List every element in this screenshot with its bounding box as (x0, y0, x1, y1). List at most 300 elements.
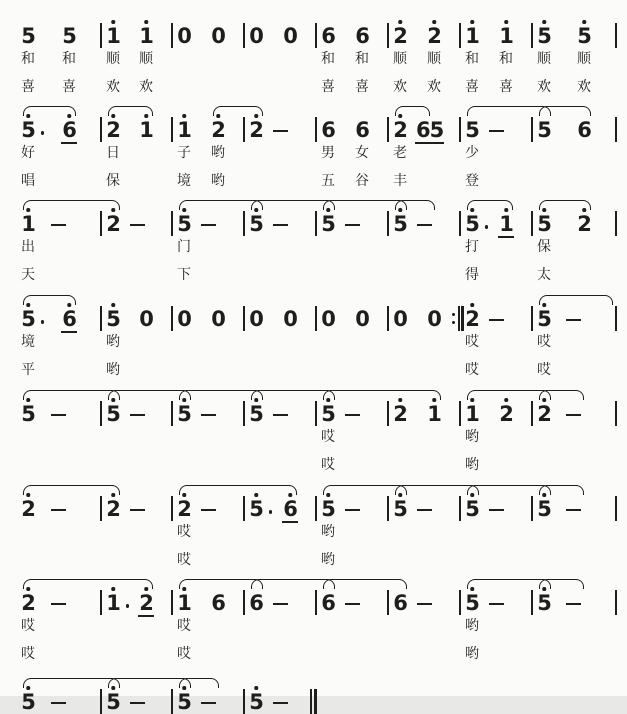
note-digit (321, 499, 335, 520)
note-value: 2 (106, 118, 120, 142)
lyric-char: 女 (355, 145, 369, 161)
note-value: 2 (393, 118, 407, 142)
note-value: 5 (321, 212, 335, 236)
lyric-char: 和 (355, 51, 369, 67)
dash-note (566, 509, 581, 511)
note-digit (177, 499, 191, 520)
note-digit (416, 120, 443, 141)
slur-arc (23, 200, 120, 210)
lyric-char: 和 (21, 51, 35, 67)
barline (387, 211, 389, 236)
note-digit (321, 26, 335, 47)
rest-note (283, 26, 297, 47)
dash-note (51, 414, 66, 416)
barline (459, 401, 461, 426)
slur-arc (179, 678, 219, 688)
note-digit (465, 404, 479, 425)
octave-dot-icon (470, 20, 474, 24)
dash-note (417, 509, 432, 511)
note-value: 1 (106, 24, 120, 48)
note-value: 6 (393, 591, 407, 615)
note-digit (62, 26, 76, 47)
note-value: 2 (106, 497, 120, 521)
lyric-char: 哟 (321, 552, 335, 568)
lyric-char: 哎 (465, 334, 479, 350)
barline (243, 117, 245, 142)
dash-note (345, 509, 360, 511)
note-digit (499, 214, 513, 235)
eighth-underline (61, 331, 77, 333)
note-value: 5 (577, 24, 591, 48)
rest-note (249, 309, 263, 330)
lyric-char: 谷 (355, 173, 369, 189)
note-digit (211, 593, 225, 614)
slur-arc (323, 579, 407, 589)
note-digit (465, 309, 479, 330)
rest-note (211, 26, 225, 47)
note-value: 0 (283, 24, 297, 48)
lyric-char: 顺 (577, 51, 591, 67)
slur-arc (539, 200, 591, 210)
slur-arc (467, 200, 513, 210)
note-digit (177, 593, 191, 614)
lyric-char: 平 (21, 362, 35, 378)
note-digit (106, 499, 120, 520)
note-digit (465, 120, 479, 141)
barline (387, 496, 389, 521)
note-digit (249, 692, 263, 713)
note-value: 2 (393, 402, 407, 426)
barline (459, 496, 461, 521)
dash-note (417, 603, 432, 605)
barline (531, 590, 533, 615)
note-value: 2 (211, 118, 225, 142)
note-digit (249, 120, 263, 141)
lyric-char: 子 (177, 145, 191, 161)
note-digit (393, 26, 407, 47)
note-digit (62, 309, 76, 330)
note-value: 2 (21, 497, 35, 521)
barline (315, 306, 317, 331)
slur-arc (539, 579, 584, 589)
octave-dot-icon (111, 303, 115, 307)
note-digit (21, 404, 35, 425)
octave-dot-icon (111, 20, 115, 24)
barline (615, 306, 617, 331)
dash-note (201, 224, 216, 226)
note-digit (139, 26, 153, 47)
dash-note (201, 414, 216, 416)
note-value: 1 (499, 24, 513, 48)
note-value: 6 (321, 591, 335, 615)
note-value: 5 (321, 402, 335, 426)
note-value: 0 (211, 307, 225, 331)
augmentation-dot-icon (41, 320, 45, 324)
barline (243, 211, 245, 236)
note-value: 5 (465, 212, 479, 236)
note-value: 5 (177, 212, 191, 236)
lyric-char: 境 (177, 173, 191, 189)
dash-note (130, 224, 145, 226)
note-value: 0 (283, 307, 297, 331)
lyric-char: 哎 (321, 429, 335, 445)
barline (100, 401, 102, 426)
note-value: 5 (537, 497, 551, 521)
note-value: 6 (321, 118, 335, 142)
dash-note (130, 414, 145, 416)
barline (100, 689, 102, 714)
barline (243, 689, 245, 714)
barline (171, 117, 173, 142)
barline (171, 306, 173, 331)
note-digit (106, 404, 120, 425)
barline (100, 496, 102, 521)
note-digit (21, 214, 35, 235)
barline (387, 590, 389, 615)
note-value: 5 (465, 118, 479, 142)
note-value: 5 (21, 307, 35, 331)
note-value: 2 (177, 497, 191, 521)
barline (459, 117, 461, 142)
note-value: 1 (427, 402, 441, 426)
repeat-dot-icon (452, 321, 455, 324)
note-digit (249, 499, 263, 520)
barline (171, 401, 173, 426)
note-digit (465, 214, 479, 235)
note-value: 5 (465, 591, 479, 615)
note-digit (465, 499, 479, 520)
barline (243, 306, 245, 331)
note-value: 65 (416, 118, 444, 142)
repeat-dot-icon (452, 313, 455, 316)
barline (615, 496, 617, 521)
barline (531, 117, 533, 142)
final-barline-thin (310, 689, 312, 714)
note-digit (577, 26, 591, 47)
octave-dot-icon (144, 20, 148, 24)
note-digit (427, 404, 441, 425)
note-value: 1 (21, 212, 35, 236)
lyric-char: 五 (321, 173, 335, 189)
slur-arc (539, 390, 584, 400)
note-digit (321, 214, 335, 235)
lyric-char: 喜 (321, 79, 335, 95)
lyric-char: 哎 (321, 457, 335, 473)
lyric-char: 喜 (21, 79, 35, 95)
eighth-underline (282, 521, 298, 523)
note-value: 6 (577, 118, 591, 142)
lyric-char: 欢 (393, 79, 407, 95)
dash-note (51, 603, 66, 605)
note-value: 5 (537, 212, 551, 236)
dash-note (51, 509, 66, 511)
repeat-barline-thin (458, 306, 460, 331)
rest-note (177, 309, 191, 330)
barline (315, 496, 317, 521)
note-digit (321, 404, 335, 425)
lyric-char: 打 (465, 239, 479, 255)
lyric-char: 欢 (139, 79, 153, 95)
lyric-char: 太 (537, 267, 551, 283)
slur-arc (395, 106, 430, 116)
note-digit (537, 120, 551, 141)
octave-dot-icon (398, 20, 402, 24)
lyric-char: 哟 (106, 362, 120, 378)
note-digit (537, 499, 551, 520)
note-digit (321, 593, 335, 614)
note-value: 2 (249, 118, 263, 142)
note-digit (106, 593, 120, 614)
note-value: 0 (355, 307, 369, 331)
dash-note (489, 319, 504, 321)
lyric-char: 哟 (465, 429, 479, 445)
lyric-char: 和 (499, 51, 513, 67)
barline (615, 23, 617, 48)
lyric-char: 男 (321, 145, 335, 161)
note-value: 6 (62, 118, 76, 142)
lyric-char: 哟 (465, 646, 479, 662)
note-value: 5 (177, 690, 191, 714)
barline (243, 496, 245, 521)
lyric-char: 门 (177, 239, 191, 255)
rest-note (355, 309, 369, 330)
note-value: 2 (577, 212, 591, 236)
lyric-char: 哟 (211, 145, 225, 161)
lyric-char: 出 (21, 239, 35, 255)
note-value: 0 (321, 307, 335, 331)
barline (615, 211, 617, 236)
lyric-char: 哎 (177, 552, 191, 568)
note-digit (577, 120, 591, 141)
note-value: 1 (139, 118, 153, 142)
barline (459, 23, 461, 48)
octave-dot-icon (182, 114, 186, 118)
note-value: 5 (21, 118, 35, 142)
lyric-char: 哎 (537, 362, 551, 378)
barline (315, 117, 317, 142)
final-barline-thick (314, 689, 317, 714)
lyric-char: 喜 (465, 79, 479, 95)
note-digit (21, 593, 35, 614)
lyric-char: 哎 (21, 646, 35, 662)
barline (387, 23, 389, 48)
note-value: 0 (427, 307, 441, 331)
note-digit (249, 214, 263, 235)
dash-note (51, 702, 66, 704)
lyric-char: 登 (465, 173, 479, 189)
lyric-char: 喜 (355, 79, 369, 95)
lyric-char: 下 (177, 267, 191, 283)
lyric-char: 哟 (106, 334, 120, 350)
dash-note (417, 224, 432, 226)
slur-arc (23, 579, 153, 589)
lyric-char: 哟 (211, 173, 225, 189)
barline (171, 590, 173, 615)
octave-dot-icon (504, 20, 508, 24)
note-digit (393, 214, 407, 235)
lyric-char: 欢 (537, 79, 551, 95)
rest-note (139, 309, 153, 330)
note-digit (249, 593, 263, 614)
note-digit (106, 692, 120, 713)
octave-dot-icon (582, 20, 586, 24)
barline (459, 211, 461, 236)
slur-arc (539, 295, 613, 305)
note-value: 2 (537, 402, 551, 426)
note-value: 0 (177, 24, 191, 48)
note-value: 1 (465, 402, 479, 426)
barline (243, 23, 245, 48)
dash-note (566, 603, 581, 605)
lyric-char: 哎 (465, 362, 479, 378)
augmentation-dot-icon (485, 225, 489, 229)
note-value: 5 (537, 24, 551, 48)
dash-note (489, 509, 504, 511)
dash-note (345, 603, 360, 605)
note-digit (139, 593, 153, 614)
note-digit (177, 120, 191, 141)
dash-note (201, 509, 216, 511)
note-value: 6 (249, 591, 263, 615)
note-value: 5 (106, 690, 120, 714)
note-value: 2 (393, 24, 407, 48)
note-value: 5 (537, 118, 551, 142)
note-value: 5 (249, 690, 263, 714)
note-value: 1 (499, 212, 513, 236)
dash-note (201, 702, 216, 704)
note-digit (393, 499, 407, 520)
lyric-char: 天 (21, 267, 35, 283)
lyric-char: 和 (321, 51, 335, 67)
note-value: 1 (139, 24, 153, 48)
rest-note (177, 26, 191, 47)
barline (615, 401, 617, 426)
lyric-char: 日 (106, 145, 120, 161)
lyric-char: 哎 (177, 524, 191, 540)
note-digit (537, 26, 551, 47)
eighth-underline (138, 615, 154, 617)
note-value: 6 (355, 24, 369, 48)
note-value: 5 (106, 307, 120, 331)
rest-note (211, 309, 225, 330)
repeat-barline-thick (461, 306, 464, 331)
barline (100, 23, 102, 48)
dash-note (273, 702, 288, 704)
lyric-char: 顺 (106, 51, 120, 67)
barline (171, 689, 173, 714)
note-digit (283, 499, 297, 520)
note-digit (393, 404, 407, 425)
lyric-char: 得 (465, 267, 479, 283)
octave-dot-icon (542, 20, 546, 24)
barline (387, 306, 389, 331)
note-value: 6 (283, 497, 297, 521)
note-value: 1 (465, 24, 479, 48)
barline (315, 23, 317, 48)
note-digit (321, 120, 335, 141)
barline (531, 496, 533, 521)
dash-note (130, 702, 145, 704)
lyric-char: 顺 (393, 51, 407, 67)
barline (387, 401, 389, 426)
slur-arc (213, 106, 263, 116)
note-value: 5 (21, 402, 35, 426)
note-value: 5 (465, 497, 479, 521)
note-value: 2 (465, 307, 479, 331)
barline (243, 590, 245, 615)
lyric-char: 和 (62, 51, 76, 67)
barline (100, 117, 102, 142)
octave-dot-icon (254, 686, 258, 690)
dash-note (566, 414, 581, 416)
octave-dot-icon (470, 303, 474, 307)
note-digit (499, 404, 513, 425)
slur-arc (323, 390, 441, 400)
note-digit (355, 26, 369, 47)
note-value: 6 (321, 24, 335, 48)
note-value: 0 (211, 24, 225, 48)
note-digit (537, 404, 551, 425)
lyric-char: 境 (21, 334, 35, 350)
barline (171, 211, 173, 236)
note-value: 5 (249, 402, 263, 426)
dash-note (345, 224, 360, 226)
note-digit (249, 404, 263, 425)
note-digit (21, 120, 35, 141)
rest-note (393, 309, 407, 330)
dash-note (273, 414, 288, 416)
dash-note (489, 130, 504, 132)
barline (315, 590, 317, 615)
barline (100, 306, 102, 331)
note-digit (21, 499, 35, 520)
rest-note (321, 309, 335, 330)
note-value: 2 (106, 212, 120, 236)
note-value: 1 (177, 118, 191, 142)
note-value: 5 (537, 307, 551, 331)
dash-note (273, 224, 288, 226)
barline (531, 211, 533, 236)
note-value: 0 (139, 307, 153, 331)
rest-note (427, 309, 441, 330)
note-value: 5 (62, 24, 76, 48)
note-digit (62, 120, 76, 141)
note-digit (537, 214, 551, 235)
note-digit (106, 26, 120, 47)
eighth-underline (498, 236, 514, 238)
eighth-underline (415, 142, 444, 144)
lyric-char: 哎 (177, 618, 191, 634)
dash-note (273, 603, 288, 605)
barline (243, 401, 245, 426)
note-digit (577, 214, 591, 235)
note-value: 2 (427, 24, 441, 48)
note-digit (393, 593, 407, 614)
dash-note (345, 414, 360, 416)
note-value: 6 (355, 118, 369, 142)
barline (171, 496, 173, 521)
rest-note (283, 309, 297, 330)
note-digit (393, 120, 407, 141)
lyric-char: 哟 (465, 457, 479, 473)
note-value: 0 (249, 24, 263, 48)
barline (315, 211, 317, 236)
lyric-char: 哎 (177, 646, 191, 662)
note-digit (427, 26, 441, 47)
note-digit (106, 309, 120, 330)
note-digit (465, 26, 479, 47)
dash-note (130, 509, 145, 511)
